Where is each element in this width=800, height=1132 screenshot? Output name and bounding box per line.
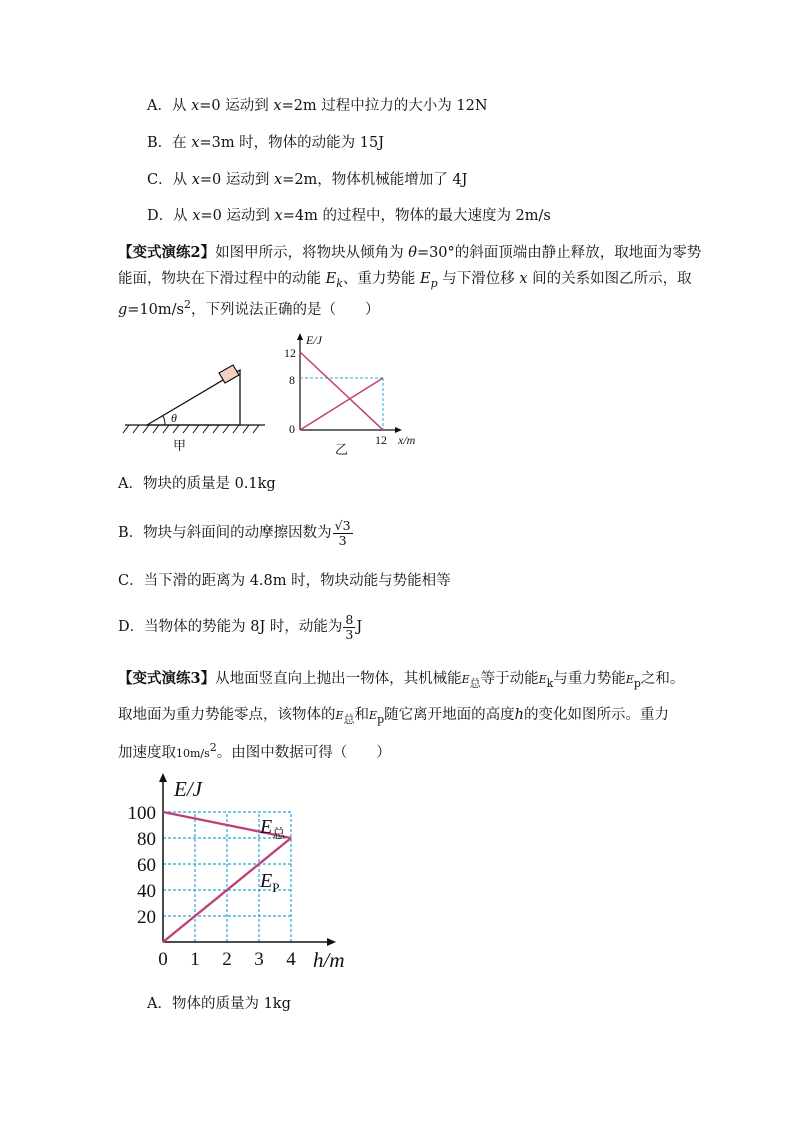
y-tick-80: 80 xyxy=(137,829,156,850)
q3-stem-line3: 加速度取$10m/s^2$。由图中数据可得（ ） xyxy=(118,741,391,761)
x-axis-label: h/m xyxy=(313,948,345,972)
incline-figure xyxy=(115,350,270,460)
x-tick-3: 3 xyxy=(254,949,264,970)
y-axis-arrow xyxy=(159,773,167,782)
angle-arc xyxy=(163,416,165,425)
q1-option-c: C．从 x=0 运动到 x=2m，物体机械能增加了 4J xyxy=(147,172,468,188)
q2-stem-line2: 能面，物块在下滑过程中的动能 $E_k$、重力势能 $E_p$ 与下滑位移 x 间的关系如图乙所示，取 xyxy=(118,271,692,290)
origin-label: 0 xyxy=(289,422,295,436)
x-tick-1: 1 xyxy=(190,949,200,970)
figure-yi-caption: 乙 xyxy=(335,442,349,457)
y-axis-arrow xyxy=(297,333,303,340)
y-axis-label: E/J xyxy=(306,333,322,347)
q2-option-d: D．当物体的势能为 8J 时，动能为 $\frac{8}{3}$ J xyxy=(118,611,363,642)
y-tick-20: 20 xyxy=(137,907,156,928)
q2-option-c: C．当下滑的距离为 4.8m 时，物块动能与势能相等 xyxy=(118,573,451,589)
fraction-sqrt3-over-3: $\frac{√3}{3}$ xyxy=(334,517,351,548)
x-tick-0: 0 xyxy=(158,949,168,970)
ep-series-line xyxy=(300,352,383,430)
q1-option-d: D．从 x=0 运动到 x=4m 的过程中，物体的最大速度为 2m/s xyxy=(147,208,551,224)
y-tick-60: 60 xyxy=(137,855,156,876)
figure-jia-caption: 甲 xyxy=(173,438,187,453)
fraction-8-over-3: $\frac{8}{3}$ xyxy=(345,611,354,642)
x-axis-arrow xyxy=(327,938,336,946)
theta-label: θ xyxy=(171,411,177,425)
y-tick-12: 12 xyxy=(284,346,296,360)
x-tick-12: 12 xyxy=(375,433,387,447)
ground-hatching xyxy=(123,425,259,433)
q2-stem-line1: 【变式演练2】如图甲所示，将物块从倾角为 θ=30°的斜面顶端由静止释放，取地面为零势 xyxy=(118,244,702,261)
q3-stem-line2: 取地面为重力势能零点，该物体的$E_总$和$E_p$随它离开地面的高度h的变化如图所示。重力 xyxy=(118,707,669,726)
ep-label: $E_P$ xyxy=(260,870,280,895)
q2-option-a: A．物块的质量是 0.1kg xyxy=(118,476,276,492)
q2-option-b: B．物块与斜面间的动摩擦因数为 $\frac{√3}{3}$ xyxy=(118,517,351,548)
x-tick-2: 2 xyxy=(222,949,232,970)
x-axis-label: x/m xyxy=(398,433,416,447)
q3-stem-line1: 【变式演练3】从地面竖直向上抛出一物体，其机械能$E_总$等于动能$E_k$与重力势能$E_p$之和。 xyxy=(118,670,685,690)
ek-series-line xyxy=(300,378,383,430)
q3-tag: 【变式演练3】 xyxy=(118,670,216,687)
y-tick-100: 100 xyxy=(127,803,156,824)
q2-tag: 【变式演练2】 xyxy=(118,244,216,261)
y-tick-40: 40 xyxy=(137,881,156,902)
y-tick-8: 8 xyxy=(289,373,295,387)
ex-graph xyxy=(280,330,430,460)
e-total-label: $E_总$ xyxy=(260,816,286,841)
q2-stem-line3: $g=10m/s^2$，下列说法正确的是（ ） xyxy=(118,298,380,318)
q1-option-b: B．在 x=3m 时，物体的动能为 15J xyxy=(147,135,385,151)
q3-option-a: A．物体的质量为 1kg xyxy=(147,996,291,1012)
y-axis-label: E/J xyxy=(174,777,202,801)
q1-option-a: A．从 x=0 运动到 x=2m 过程中拉力的大小为 12N xyxy=(147,98,488,114)
eh-graph xyxy=(110,770,370,975)
x-tick-4: 4 xyxy=(286,949,296,970)
